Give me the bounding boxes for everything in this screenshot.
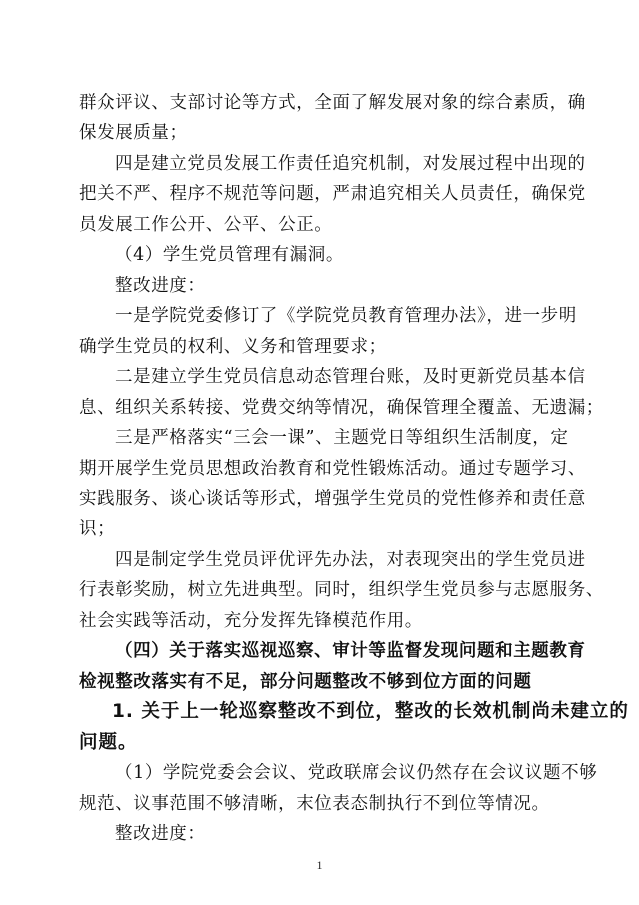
- issue-heading: 问题。: [79, 732, 138, 753]
- subsection-heading: （4）学生党员管理有漏洞。: [115, 245, 344, 265]
- page-number: 1: [316, 858, 323, 872]
- text-line: 识；: [79, 519, 116, 539]
- progress-label: 整改进度：: [115, 276, 206, 296]
- text-line: 行表彰奖励，树立先进典型。同时，组织学生党员参与志愿服务、: [79, 580, 604, 600]
- text-line: 确学生党员的权利、义务和管理要求；: [79, 337, 387, 357]
- issue-heading: 1. 关于上一轮巡察整改不到位，整改的长效机制尚未建立的: [112, 701, 629, 722]
- text-line: 二是建立学生党员信息动态管理台账，及时更新党员基本信: [115, 367, 586, 387]
- text-line: 规范、议事范围不够清晰，末位表态制执行不到位等情况。: [79, 794, 550, 814]
- text-line: 员发展工作公开、公平、公正。: [79, 215, 333, 235]
- text-line: 社会实践等活动，充分发挥先锋模范作用。: [79, 611, 423, 631]
- text-line: 一是学院党委修订了《学院党员教育管理办法》，进一步明: [115, 306, 577, 326]
- text-line: 三是严格落实“三会一课”、主题党日等组织生活制度，定: [115, 428, 569, 448]
- section-heading: （四）关于落实巡视巡察、审计等监督发现问题和主题教育: [115, 641, 586, 661]
- text-line: 实践服务、谈心谈话等形式，增强学生党员的党性修养和责任意: [79, 489, 586, 509]
- text-line: 四是制定学生党员评优评先办法，对表现突出的学生党员进: [115, 550, 586, 570]
- section-heading: 检视整改落实有不足，部分问题整改不够到位方面的问题: [79, 672, 532, 692]
- text-line: （1）学院党委会会议、党政联席会议仍然存在会议议题不够: [115, 763, 598, 783]
- text-line: 息、组织关系转接、党费交纳等情况，确保管理全覆盖、无遗漏；: [79, 398, 604, 418]
- text-line: 群众评议、支部讨论等方式，全面了解发展对象的综合素质，确: [79, 93, 586, 113]
- text-line: 四是建立党员发展工作责任追究机制，对发展过程中出现的: [115, 154, 586, 174]
- text-line: 期开展学生党员思想政治教育和党性锻炼活动。通过专题学习、: [79, 459, 586, 479]
- text-line: 保发展质量；: [79, 123, 188, 143]
- text-line: 把关不严、程序不规范等问题，严肃追究相关人员责任，确保党: [79, 184, 586, 204]
- progress-label: 整改进度：: [115, 824, 206, 844]
